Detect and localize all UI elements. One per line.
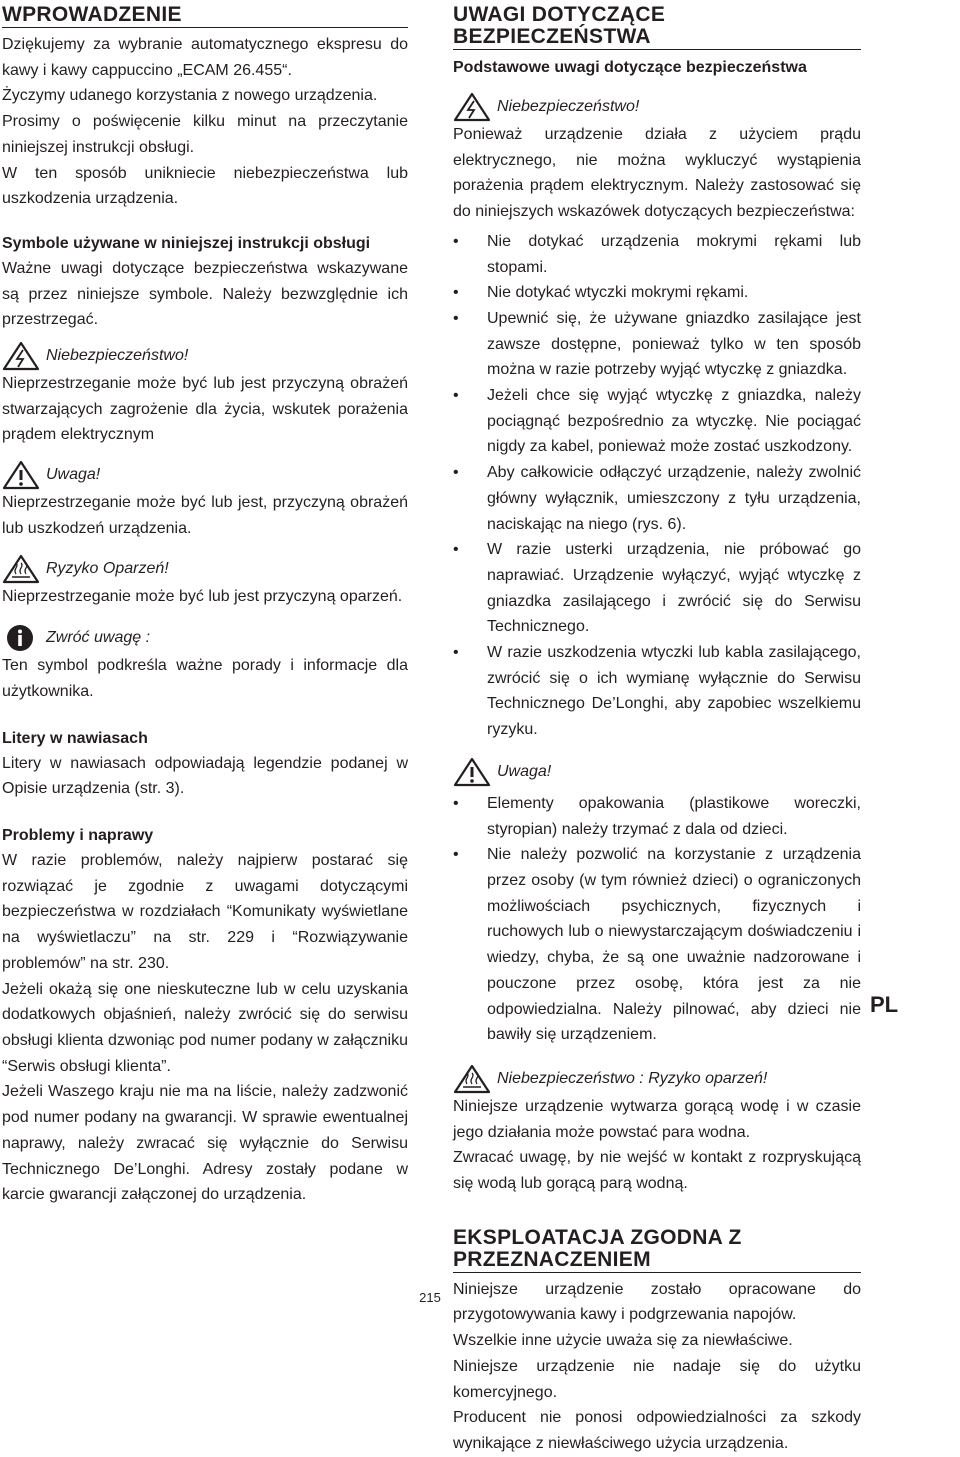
danger-text: Nieprzestrzeganie może być lub jest przyczyną obrażeń stwarzających zagrożenie dla życia, wskutek porażenia prądem elektrycznym <box>2 375 408 444</box>
list-item: • Nie dotykać wtyczki mokrymi rękami. <box>453 280 861 306</box>
problems-paragraph: W razie problemów, należy najpierw postarać się rozwiązać je zgodnie z uwagami dotyczącymi bezpieczeństwa w rozdziałach “Komunikaty wyświetlane na wyświetlaczu” na str. 229 i “Rozwiązywanie problemów” na str. 230. <box>2 852 408 972</box>
page-number: 215 <box>419 1290 441 1305</box>
burn-text: Zwracać uwagę, by nie wejść w kontakt z rozpryskującą się wodą lub gorącą parą wodną. <box>453 1149 861 1193</box>
list-item: • Jeżeli chce się wyjąć wtyczkę z gniazdka, należy pociągnąć bezpośrednio za wtyczkę. Nie pociągać nigdy za kabel, ponieważ może zostać uszkodzony. <box>453 383 861 460</box>
danger-text: Ponieważ urządzenie działa z użyciem prądu elektrycznego, nie można wykluczyć wystąpienia porażenia prądem elektrycznym. Należy zastosować się do niniejszych wskazówek dotyczących bezpieczeństwa: <box>453 126 861 221</box>
caution-list <box>453 791 861 1048</box>
problems-paragraph: Jeżeli Waszego kraju nie ma na liście, należy zadzwonić pod numer podany na gwarancji. W sprawie ewentualnej naprawy, należy zwracać się wyłącznie do Serwisu Technicznego De’Longhi. Adresy zostały podane w karcie gwarancji załączonej do urządzenia. <box>2 1083 408 1204</box>
warning-icon <box>453 757 491 787</box>
burn-label: Ryzyko Oparzeń! <box>46 559 169 577</box>
intro-paragraph: W ten sposób unikniecie niebezpieczeństwa lub uszkodzenia urządzenia. <box>2 164 408 208</box>
danger-label: Niebezpieczeństwo! <box>497 98 640 115</box>
right-column <box>453 0 861 1457</box>
note-notice <box>2 623 408 653</box>
language-tab: PL <box>870 992 899 1017</box>
danger-list <box>453 229 861 743</box>
list-item: • Upewnić się, że używane gniazdko zasilające jest zawsze dostępne, ponieważ tylko w ten sposób można w razie potrzeby wyjąć wtyczkę z gniazdka. <box>453 306 861 383</box>
intended-use-paragraph: Niniejsze urządzenie zostało opracowane do przygotowywania kawy i podgrzewania napojów. <box>453 1280 861 1324</box>
info-icon <box>2 623 40 653</box>
caution-notice <box>453 757 861 787</box>
symbols-text: Ważne uwagi dotyczące bezpieczeństwa wskazywane są przez niniejsze symbole. Należy bezwzględnie ich przestrzegać. <box>2 259 408 329</box>
note-text: Ten symbol podkreśla ważne porady i informacje dla użytkownika. <box>2 657 408 700</box>
basic-safety-heading: Podstawowe uwagi dotyczące bezpieczeństwa <box>453 59 807 76</box>
letters-text: Litery w nawiasach odpowiadają legendzie podanej w Opisie urządzenia (str. 3). <box>2 754 408 798</box>
problems-paragraph: Jeżeli okażą się one nieskuteczne lub w celu uzyskania dodatkowych objaśnień, należy zwrócić się do serwisu obsługi klienta dzwoniąc pod numer podany w załączniku “Serwis obsługi klienta”. <box>2 980 408 1075</box>
caution-text: Nieprzestrzeganie może być lub jest, przyczyną obrażeń lub uszkodzeń urządzenia. <box>2 494 408 537</box>
safety-heading: UWAGI DOTYCZĄCE BEZPIECZEŃSTWA <box>453 4 861 50</box>
intro-paragraph: Życzymy udanego korzystania z nowego urządzenia. <box>2 87 378 105</box>
symbols-heading: Symbole używane w niniejszej instrukcji obsługi <box>2 234 371 252</box>
list-item: • Elementy opakowania (plastikowe woreczki, styropian) należy trzymać z dala od dzieci. <box>453 791 861 842</box>
caution-label: Uwaga! <box>497 762 552 780</box>
list-item: • Nie należy pozwolić na korzystanie z urządzenia przez osoby (w tym również dzieci) o ograniczonych możliwościach psychicznych, fizycznych i ruchowych lub o niewystarczającym doświadczeniu i wiedzy, chyba, że są one uważnie nadzorowane i pouczone przez osobę, która jest za nie odpowiedzialna. Należy pilnować, aby dzieci nie bawiły się urządzeniem. <box>453 842 861 1048</box>
intended-use-paragraph: Niniejsze urządzenie nie nadaje się do użytku komercyjnego. <box>453 1357 861 1401</box>
electric-danger-icon <box>2 341 40 371</box>
list-item: • Nie dotykać urządzenia mokrymi rękami lub stopami. <box>453 229 861 280</box>
danger-notice <box>2 341 408 371</box>
burn-notice <box>453 1064 861 1094</box>
note-label: Zwróć uwagę : <box>46 629 151 647</box>
caution-label: Uwaga! <box>46 466 101 484</box>
hot-surface-icon <box>453 1064 491 1094</box>
electric-danger-icon <box>453 92 491 122</box>
list-item: • W razie uszkodzenia wtyczki lub kabla zasilającego, zwrócić się o ich wymianę wyłącznie do Serwisu Technicznego De’Longhi, aby zapobiec wszelkiemu ryzyku. <box>453 640 861 743</box>
problems-heading: Problemy i naprawy <box>2 827 154 845</box>
hot-surface-icon <box>2 554 40 584</box>
list-item: • Aby całkowicie odłączyć urządzenie, należy zwolnić główny wyłącznik, umieszczony z tyłu urządzenia, naciskając na niego (rys. 6). <box>453 460 861 537</box>
intro-paragraph: Dziękujemy za wybranie automatycznego ekspresu do kawy i kawy cappuccino „ECAM 26.455“. <box>2 36 408 79</box>
burn-notice <box>2 554 408 584</box>
intended-use-heading: EKSPLOATACJA ZGODNA Z PRZEZNACZENIEM <box>453 1227 861 1273</box>
intended-use-paragraph: Wszelkie inne użycie uważa się za niewłaściwe. <box>453 1332 793 1350</box>
intro-paragraph: Prosimy o poświęcenie kilku minut na przeczytanie niniejszej instrukcji obsługi. <box>2 113 408 156</box>
burn-label: Niebezpieczeństwo : Ryzyko oparzeń! <box>497 1069 768 1087</box>
burn-text: Niniejsze urządzenie wytwarza gorącą wodę i w czasie jego działania może powstać para wodna. <box>453 1097 861 1141</box>
left-column <box>2 0 408 1208</box>
letters-heading: Litery w nawiasach <box>2 729 148 747</box>
danger-label: Niebezpieczeństwo! <box>46 347 189 365</box>
warning-icon <box>2 460 40 490</box>
list-item: • W razie usterki urządzenia, nie próbować go naprawiać. Urządzenie wyłączyć, wyjąć wtyczkę z gniazdka zasilającego i zwrócić się do Serwisu Technicznego. <box>453 537 861 640</box>
intro-heading: WPROWADZENIE <box>2 4 408 28</box>
intended-use-paragraph: Producent nie ponosi odpowiedzialności za szkody wynikające z niewłaściwego użycia urządzenia. <box>453 1409 861 1452</box>
caution-notice <box>2 460 408 490</box>
danger-notice <box>453 92 861 122</box>
burn-text: Nieprzestrzeganie może być lub jest przyczyną oparzeń. <box>2 587 403 605</box>
